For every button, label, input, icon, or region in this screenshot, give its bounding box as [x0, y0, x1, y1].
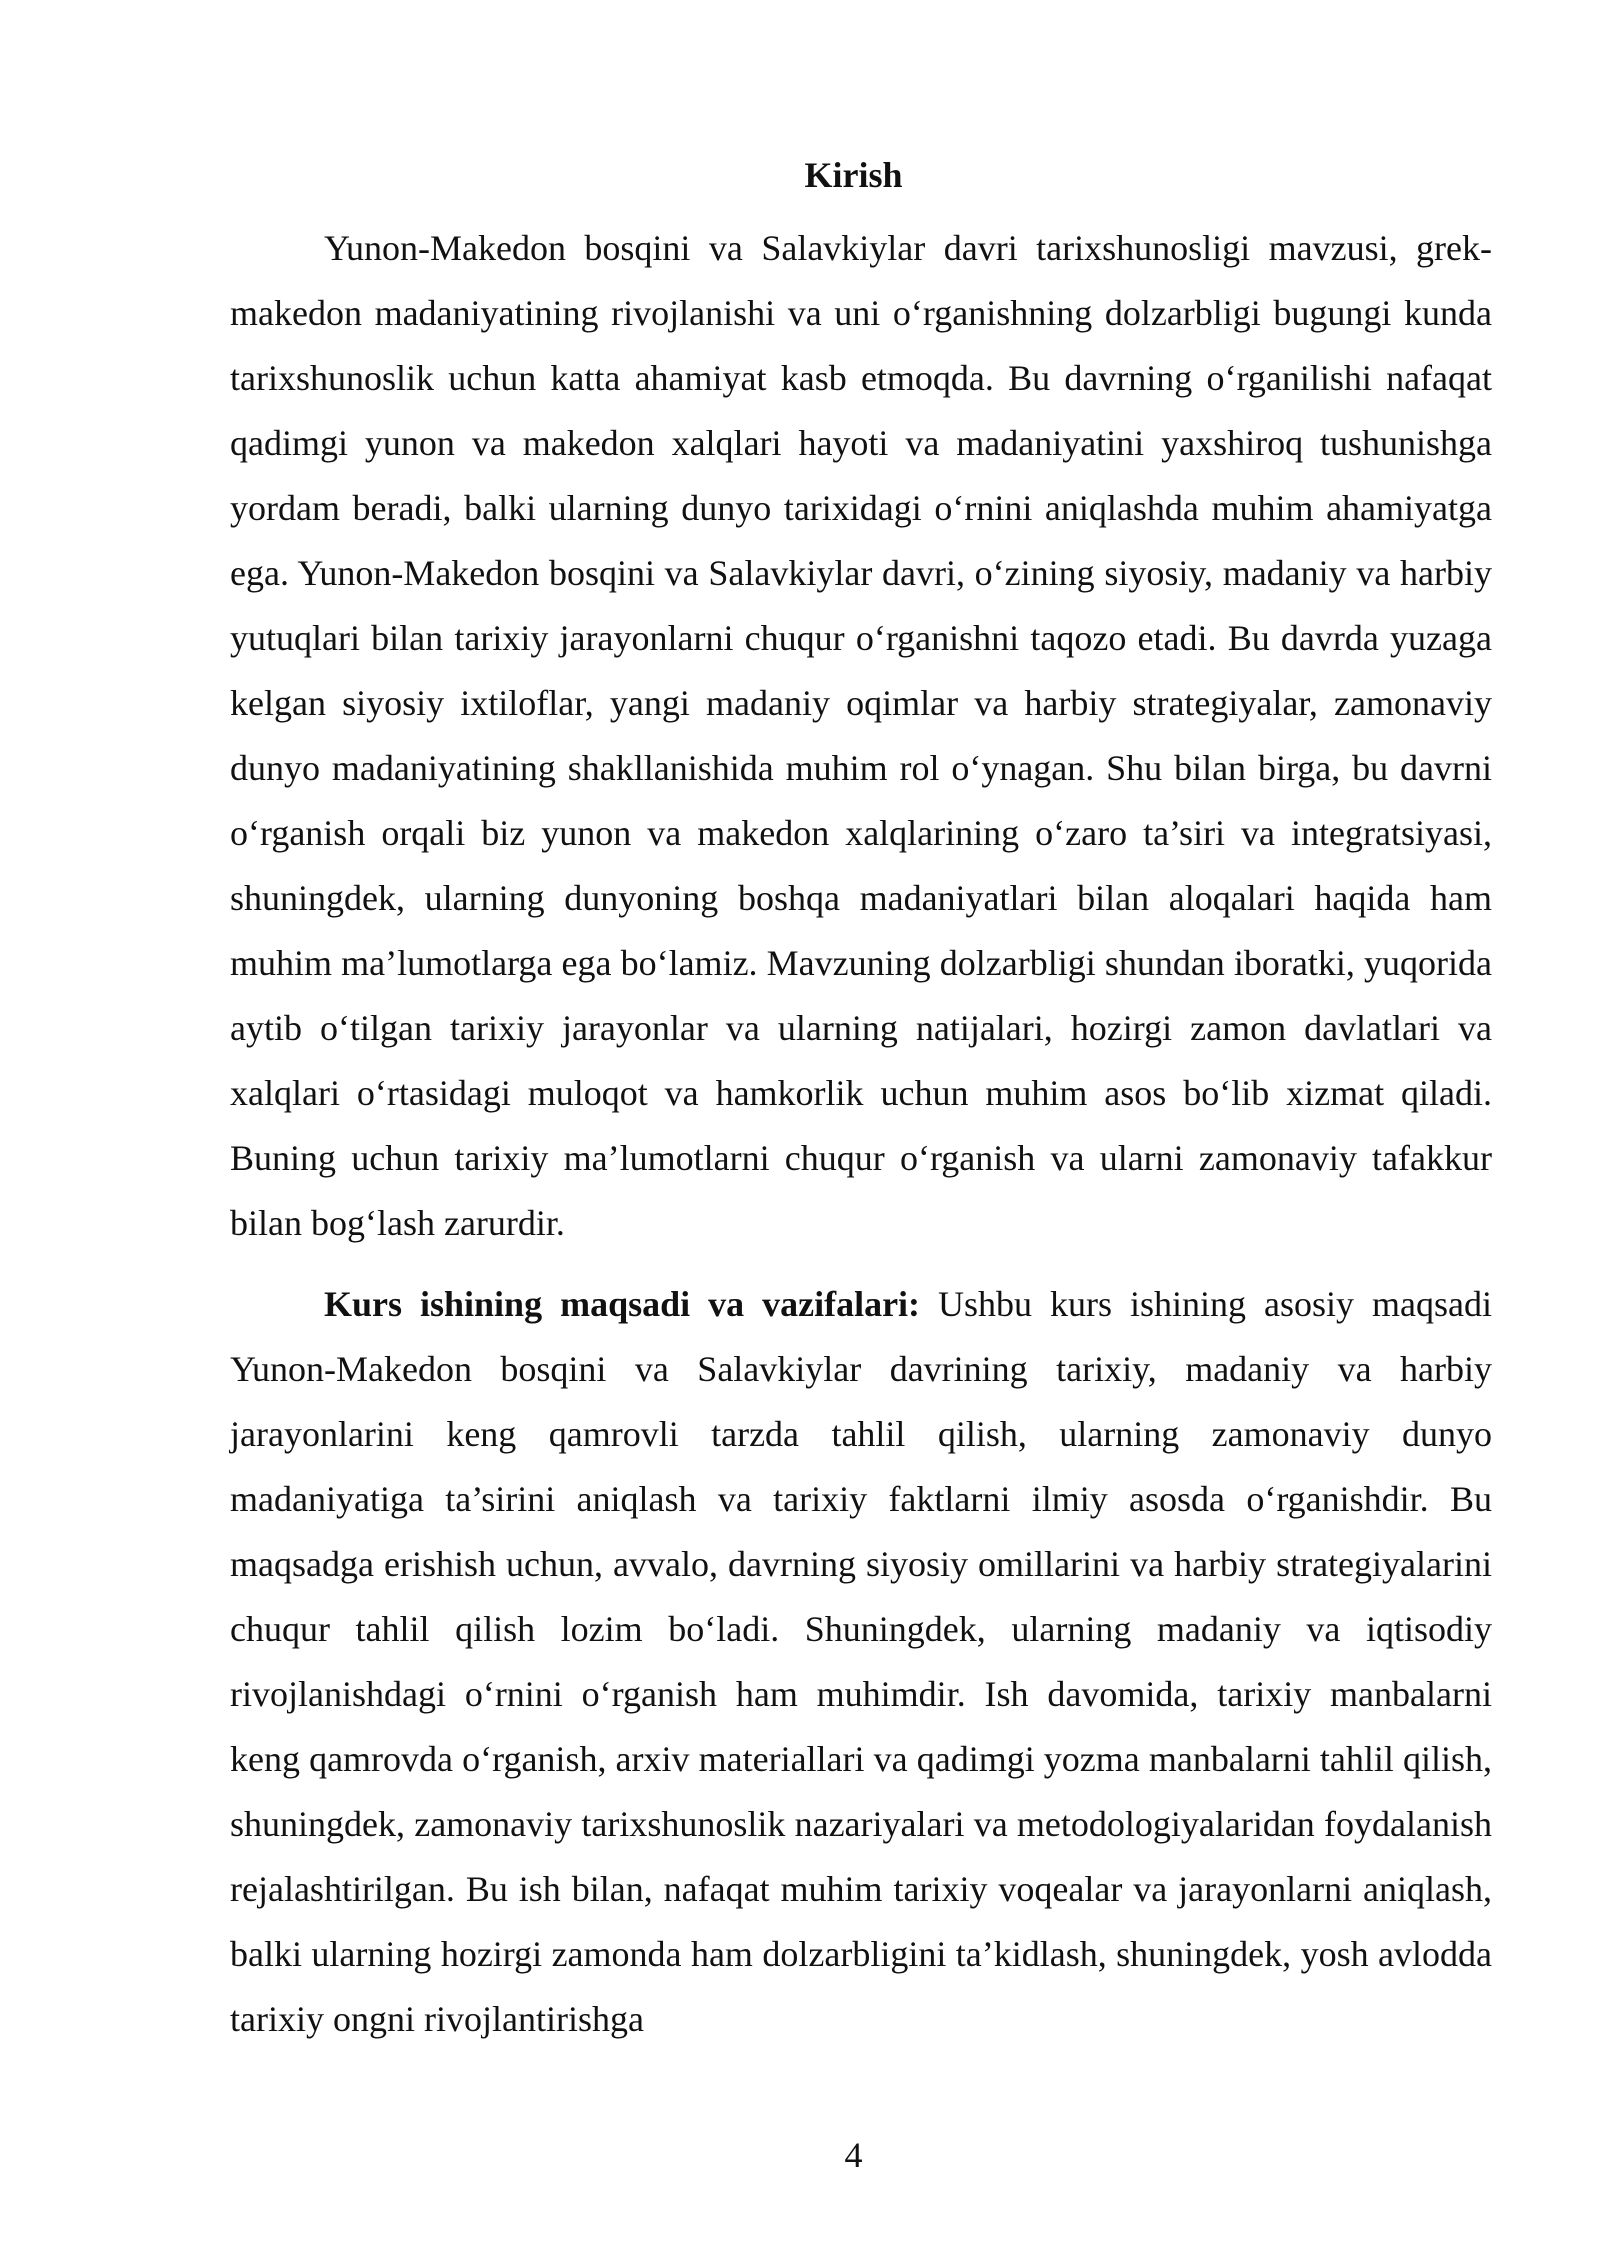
paragraph-lead: Kurs ishining maqsadi va vazifalari: — [324, 1284, 921, 1324]
paragraph-text: Ushbu kurs ishining asosiy maqsadi Yunon-Makedon bosqini va Salavkiylar davrining tarixiy, madaniy va harbiy jarayonlarini keng qamrovli tarzda tahlil qilish, ularning zamonaviy dunyo madaniyatiga ta’sirini aniqlash va tarixiy faktlarni ilmiy asosda o‘rganishdir. Bu maqsadga erishish uchun, avvalo, davrning siyosiy omillarini va harbiy strategiyalarini chuqur tahlil qilish lozim bo‘ladi. Shuningdek, ularning madaniy va iqtisodiy rivojlanishdagi o‘rnini o‘rganish ham muhimdir. Ish davomida, tarixiy manbalarni keng qamrovda o‘rganish, arxiv materiallari va qadimgi yozma manbalarni tahlil qilish, shuningdek, zamonaviy tarixshunoslik nazariyalari va metodologiyalaridan foydalanish rejalashtirilgan. Bu ish bilan, nafaqat muhim tarixiy voqealar va jarayonlarni aniqlash, balki ularning hozirgi zamonda ham dolzarbligini ta’kidlash, shuningdek, yosh avlodda tarixiy ongni rivojlantirishga — [230, 1284, 1492, 2039]
intro-paragraph — [230, 216, 1492, 1256]
paragraph-text: Yunon-Makedon bosqini va Salavkiylar davri tarixshunosligi mavzusi, grek-makedon madaniyatining rivojlanishi va uni o‘rganishning dolzarbligi bugungi kunda tarixshunoslik uchun katta ahamiyat kasb etmoqda. Bu davrning o‘rganilishi nafaqat qadimgi yunon va makedon xalqlari hayoti va madaniyatini yaxshiroq tushunishga yordam beradi, balki ularning dunyo tarixidagi o‘rnini aniqlashda muhim ahamiyatga ega. Yunon-Makedon bosqini va Salavkiylar davri, o‘zining siyosiy, madaniy va harbiy yutuqlari bilan tarixiy jarayonlarni chuqur o‘rganishni taqozo etadi. Bu davrda yuzaga kelgan siyosiy ixtiloflar, yangi madaniy oqimlar va harbiy strategiyalar, zamonaviy dunyo madaniyatining shakllanishida muhim rol o‘ynagan. Shu bilan birga, bu davrni o‘rganish orqali biz yunon va makedon xalqlarining o‘zaro ta’siri va integratsiyasi, shuningdek, ularning dunyoning boshqa madaniyatlari bilan aloqalari haqida ham muhim ma’lumotlarga ega bo‘lamiz. Mavzuning dolzarbligi shundan iboratki, yuqorida aytib o‘tilgan tarixiy jarayonlar va ularning natijalari, hozirgi zamon davlatlari va xalqlari o‘rtasidagi muloqot va hamkorlik uchun muhim asos bo‘lib xizmat qiladi. Buning uchun tarixiy ma’lumotlarni chuqur o‘rganish va ularni zamonaviy tafakkur bilan bog‘lash zarurdir. — [230, 228, 1492, 1243]
body-text — [230, 216, 1492, 2052]
section-title: Kirish — [804, 155, 903, 195]
page-number: 4 — [844, 2135, 863, 2175]
aims-paragraph — [230, 1272, 1492, 2052]
